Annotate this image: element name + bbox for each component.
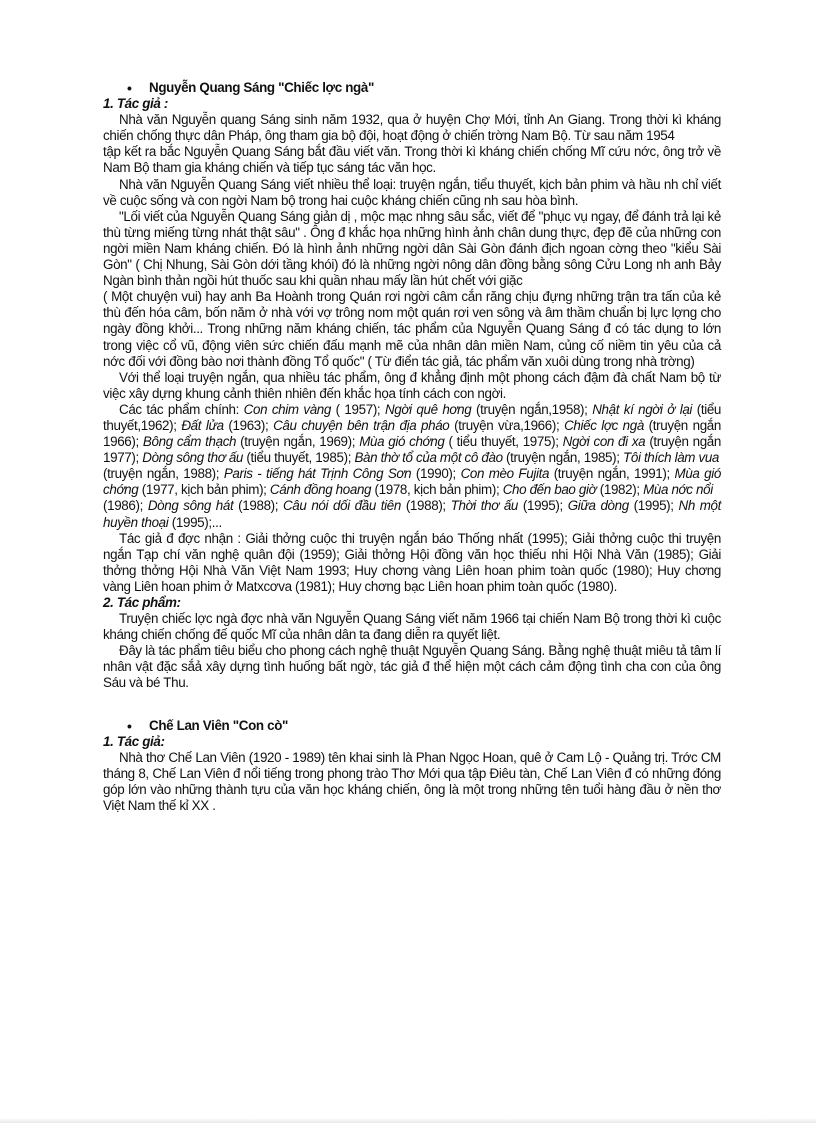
work-title: Câu chuyện bên trận địa pháo <box>273 417 450 433</box>
works-text: (truyện ngắn 1977); <box>103 434 721 466</box>
works-text: ( 1957); <box>331 401 385 417</box>
works-text: (tiểu thuyết, 1985); <box>243 450 355 466</box>
works-text: (1995);... <box>168 514 222 530</box>
work-title: Mùa gió chớng <box>359 434 445 450</box>
paragraph-style-quote-cont: ( Một chuyện vui) hay anh Ba Hoành trong Quán rơi ngời câm cắn răng chịu đựng những trận tra tấn của kẻ thù đến hóa câm, bốn năm ở nhà với vợ trông nom một quán rơi ven sông và âm thầm chuẩn bị lực lợng cho ngày đồng khởi... Trong những năm kháng chiến, tác phẩm của Nguyễn Quang Sáng đ có tác dụng to lớn trong việc cổ vũ, động viên sức chiến đấu mạnh mẽ của nhân dân miền Nam, củng cố niềm tin yêu của cả nớc đối với đồng bào nơi thành đồng Tổ quốc" ( Từ điển tác giả, tác phẩm văn xuôi dùng trong nhà trờng) <box>103 289 721 369</box>
works-text: (1988); <box>400 498 451 514</box>
works-text: (truyện vừa,1966); <box>449 417 565 433</box>
section-heading-che-lan-vien <box>127 717 721 734</box>
paragraph-short-stories: Với thể loại truyện ngắn, qua nhiều tác phẩm, ông đ khẳng định một phong cách đậm đà chất Nam bộ từ việc xây dựng khung cảnh thiên nhiên đến khắc họa tính cách con ngời. <box>103 369 721 401</box>
work-title: Nhật kí ngời ở lại <box>592 401 693 417</box>
works-text: (1990); <box>411 466 461 482</box>
paragraph-genres: Nhà văn Nguyễn Quang Sáng viết nhiều thể loại: truyện ngắn, tiểu thuyết, kịch bản phim và hầu nh chỉ viết về cuộc sống và con ngời Nam bộ trong hai cuộc kháng chiến cũng nh sau hòa bình. <box>103 176 721 208</box>
works-text: Các tác phẩm chính: <box>119 401 244 417</box>
work-title: Bông cẩm thạch <box>142 434 237 450</box>
work-title: Tôi thích làm vua <box>623 450 720 466</box>
work-title: Giữa dòng <box>567 498 629 514</box>
works-text: (1986); <box>103 498 148 514</box>
works-text: (1995); <box>518 498 568 514</box>
works-text: (truyện ngắn,1958); <box>471 401 593 417</box>
paragraph-works-list-end <box>103 498 721 530</box>
work-title: Mùa nớc nổi <box>643 482 713 498</box>
section-title: Chế Lan Viên "Con cò" <box>149 717 289 733</box>
work-title: Dòng sông thơ ấu <box>142 450 244 466</box>
work-title: Cho đến bao giờ <box>502 482 597 498</box>
works-text: (1995); <box>628 498 679 514</box>
work-title: Ngời con đi xa <box>562 434 646 450</box>
paragraph-work-style: Đây là tác phẩm tiêu biểu cho phong cách nghệ thuật Nguyễn Quang Sáng. Bằng nghệ thuật miêu tả tâm lí nhân vật đặc sắả xây dựng tình huống bất ngờ, tác giả đ thể hiện một cách cảm động tình cha con của ông Sáu và bé Thu. <box>103 643 721 691</box>
work-title: Thời thơ ấu <box>450 498 519 514</box>
paragraph-bio: Nhà thơ Chế Lan Viên (1920 - 1989) tên khai sinh là Phan Ngọc Hoan, quê ở Cam Lộ - Quảng trị. Trớc CM tháng 8, Chế Lan Viên đ nổi tiếng trong phong trào Thơ Mới qua tập Điêu tàn, Chế Lan Viên đ có những đóng góp lớn vào những thành tựu của văn học kháng chiến, ông là một trong những tên tuổi hàng đầu ở nền thơ Việt Nam thế kỉ XX . <box>103 749 721 814</box>
work-title: Cánh đồng hoang <box>269 482 372 498</box>
work-title: Con chim vàng <box>243 401 332 417</box>
paragraph-works-list-cont <box>103 466 721 498</box>
document-body <box>103 80 721 814</box>
works-text: ( tiểu thuyết, 1975); <box>444 434 563 450</box>
subheading-work: 2. Tác phẩm: <box>103 595 181 610</box>
paragraph-work-context: Truyện chiếc lợc ngà đợc nhà văn Nguyễn Quang Sáng viết năm 1966 tại chiến Nam Bộ trong thời kì cuộc kháng chiến chống đế quốc Mĩ của nhân dân ta đang diễn ra quyết liệt. <box>103 611 721 643</box>
subheading-author: 1. Tác giả: <box>103 733 165 749</box>
work-title: Câu nói dối đầu tiên <box>282 498 401 514</box>
work-title: Mùa gió chớng <box>103 466 722 498</box>
work-title: Dòng sông hát <box>147 498 234 514</box>
section-heading-nguyen-quang-sang <box>127 80 721 96</box>
work-title: Nh một huyền thoại <box>103 498 722 530</box>
bullet-icon: • <box>127 717 132 734</box>
work-title: Chiếc lợc ngà <box>564 417 644 433</box>
paragraph-style-quote: "Lối viết của Nguyễn Quang Sáng giản dị , mộc mạc nhng sâu sắc, viết để "phục vụ ngay, để đánh trả lại kẻ thù từng miếng từng nhát thật sâu" . Ông đ khắc họa những hình ảnh chân dung thực, đẹp đẽ của những con ngời miền Nam kháng chiến. Đó là hình ảnh những ngời dân Sài Gòn đánh địch ngoan cờng theo "kiểu Sài Gòn" ( Chị Nhung, Sài Gòn dới tầng khói) đó là những ngời nông dân đồng bằng sông Cửu Long nh anh Bảy Ngàn bình thản ngồi hút thuốc sau khi quần nhau mấy lần hút chết với giặc <box>103 208 721 289</box>
works-text: (truyện ngắn, 1969); <box>236 434 360 450</box>
section-spacer <box>103 692 721 718</box>
works-text: (truyện ngắn, 1985); <box>502 450 624 466</box>
works-text: (truyện ngắn 1966); <box>103 417 721 450</box>
paragraph-works-list <box>103 402 721 466</box>
works-text: (tiểu thuyết,1962); <box>103 401 722 433</box>
works-text: (1988); <box>233 498 283 514</box>
paragraph-bio-cont: tập kết ra bắc Nguyễn Quang Sáng bắt đầu viết văn. Trong thời kì kháng chiến chống Mĩ cứu nớc, ông trở về Nam Bộ tham gia kháng chiến và tiếp tục sáng tác văn học. <box>103 144 721 176</box>
works-text: (1977, kịch bản phim); <box>138 482 270 498</box>
section-title: Nguyễn Quang Sáng "Chiếc lợc ngà" <box>149 80 374 95</box>
work-title: Bàn thờ tổ của một cô đào <box>354 450 503 466</box>
work-title: Con mèo Fujita <box>460 466 550 482</box>
works-text: (truyện ngắn, 1988); <box>103 466 224 482</box>
works-text: (1982); <box>596 482 644 498</box>
work-title: Paris - tiếng hát Trịnh Công Sơn <box>223 466 412 482</box>
work-title: Đất lửa <box>181 417 224 433</box>
works-text: (1963); <box>223 417 274 433</box>
paragraph-awards: Tác giả đ đợc nhận : Giải thởng cuộc thi truyện ngắn báo Thống nhất (1995); Giải thởng cuộc thi truyện ngắn Tạp chí văn nghệ quân đội (1959); Giải thởng Hội đồng văn học thiếu nhi Hội Nhà Văn (1985); Giải thởng thởng Hội Nhà Văn Việt Nam 1993; Huy chơng vàng Liên hoan phim toàn quốc (1980); Huy chơng vàng Liên hoan phim ở Matxcơva (1981); Huy chơng bạc Liên hoan phim toàn quốc (1980). <box>103 530 721 594</box>
works-text: (1978, kịch bản phim); <box>371 482 503 498</box>
work-title: Ngời quê hơng <box>384 401 472 417</box>
subheading-author: 1. Tác giả : <box>103 96 169 112</box>
bullet-icon: • <box>127 80 132 96</box>
works-text: (truyện ngắn, 1991); <box>549 466 675 482</box>
page-bottom-edge <box>0 1118 816 1123</box>
paragraph-bio: Nhà văn Nguyễn quang Sáng sinh năm 1932, qua ở huyện Chợ Mới, tỉnh An Giang. Trong thời kì kháng chiến chống thực dân Pháp, ông tham gia bộ đội, hoạt động ở chiến trờng Nam Bộ. Từ sau năm 1954 <box>103 112 721 144</box>
